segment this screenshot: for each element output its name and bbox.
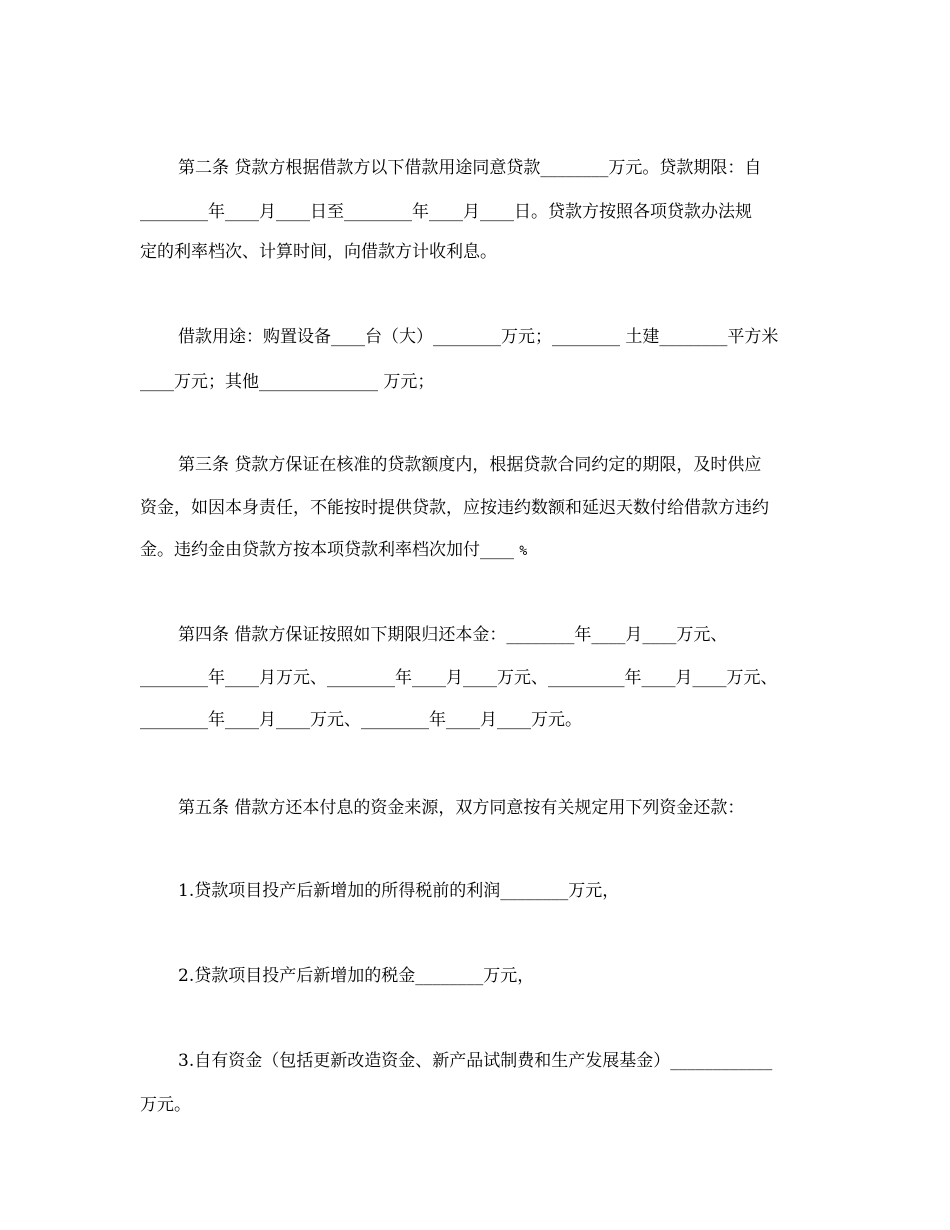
article-5-intro: 第五条 借款方还本付息的资金来源，双方同意按有关规定用下列资金还款：	[178, 798, 745, 818]
article-5-item-3-line-1: 3.自有资金（包括更新改造资金、新产品试制费和生产发展基金）____________	[178, 1051, 773, 1071]
article-2-line-1: 第二条 贷款方根据借款方以下借款用途同意贷款________万元。贷款期限：自	[178, 158, 762, 178]
article-3-line-3	[140, 539, 820, 563]
article-3-line-1: 第三条 贷款方保证在核准的贷款额度内，根据贷款合同约定的期限，及时供应	[178, 455, 762, 475]
article-5-item-2: 2.贷款项目投产后新增加的税金________万元，	[178, 966, 535, 986]
percent-sign: %	[519, 544, 528, 559]
article-3-line-3-text: 金。违约金由贷款方按本项贷款利率档次加付____	[140, 540, 520, 560]
article-4-line-1: 第四条 借款方保证按照如下期限归还本金：________年____月____万元、	[178, 625, 728, 645]
article-4-line-3: ________年____月____万元、________年____月____万元。	[140, 710, 582, 730]
article-5-item-3-line-2: 万元。	[140, 1095, 191, 1115]
article-4-line-2: ________年____月万元、________年____月____万元、_________年____月____万元、	[140, 668, 778, 688]
article-2-line-3: 定的利率档次、计算时间，向借款方计收利息。	[140, 242, 497, 262]
article-3-line-2: 资金，如因本身责任，不能按时提供贷款，应按违约数额和延迟天数付给借款方违约	[140, 498, 769, 518]
article-5-item-1: 1.贷款项目投产后新增加的所得税前的利润________万元，	[178, 881, 620, 901]
article-2-line-2: ________年____月____日至________年____月____日。贷款方按照各项贷款办法规	[140, 202, 752, 222]
loan-purpose-line-1: 借款用途：购置设备____台（大）________万元；________ 土建________平方米	[178, 327, 779, 347]
loan-purpose-line-2: ____万元；其他______________ 万元；	[140, 372, 435, 392]
